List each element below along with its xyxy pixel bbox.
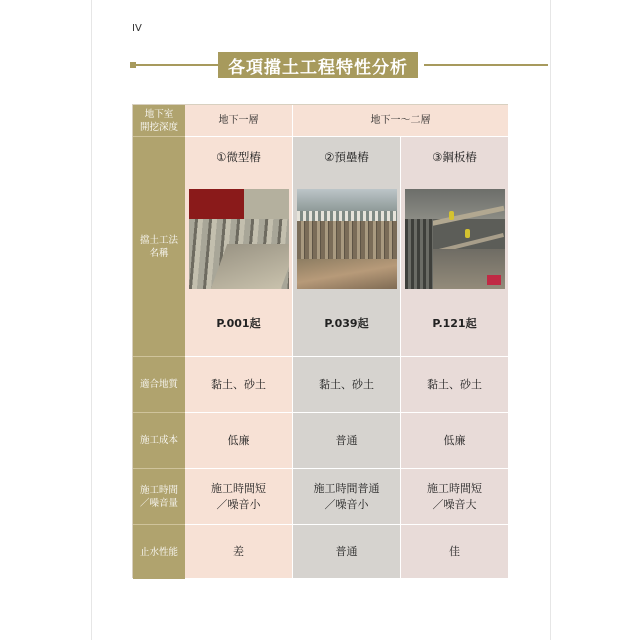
page-number: IV	[132, 23, 142, 34]
page-reference: P.121起	[432, 317, 477, 330]
comparison-table	[132, 104, 508, 578]
row-header-depth-label: 地下室 開挖深度	[139, 108, 178, 133]
method-cell-steel-sheet-pile	[401, 137, 509, 357]
time-noise-cell	[401, 469, 509, 525]
cost-cell: 普通	[293, 413, 401, 469]
time-noise-text: 施工時間短 ／噪音大	[427, 481, 482, 511]
title-rule-left	[132, 64, 218, 66]
row-header-time-noise-label: 施工時間 ／噪音量	[139, 484, 178, 509]
time-noise-cell	[293, 469, 401, 525]
row-header-depth	[133, 105, 185, 137]
depth-basement-1-2: 地下一～二層	[293, 105, 509, 137]
row-header-cost: 施工成本	[133, 413, 185, 469]
waterproof-cell: 佳	[401, 525, 509, 579]
cost-cell: 低廉	[401, 413, 509, 469]
waterproof-cell: 差	[185, 525, 293, 579]
method-name: ①微型樁	[216, 150, 261, 164]
method-cell-micro-pile	[185, 137, 293, 357]
time-noise-text: 施工時間普通 ／噪音小	[313, 481, 380, 511]
micro-pile-photo	[189, 189, 289, 289]
page-title: 各項擋土工程特性分析	[218, 52, 418, 78]
row-header-method	[133, 137, 185, 357]
method-name: ③鋼板樁	[432, 150, 477, 164]
page-reference: P.039起	[324, 317, 369, 330]
row-header-waterproof: 止水性能	[133, 525, 185, 579]
depth-basement-1: 地下一層	[185, 105, 293, 137]
soil-cell: 黏土、砂土	[293, 357, 401, 413]
page-reference: P.001起	[216, 317, 261, 330]
row-header-method-label: 擋土工法 名稱	[139, 234, 178, 259]
soil-cell: 黏土、砂土	[185, 357, 293, 413]
soil-cell: 黏土、砂土	[401, 357, 509, 413]
row-header-time-noise	[133, 469, 185, 525]
title-rule-right	[424, 64, 548, 66]
time-noise-text: 施工時間短 ／噪音小	[211, 481, 266, 511]
method-cell-pre-bored-pile	[293, 137, 401, 357]
steel-sheet-pile-photo	[405, 189, 505, 289]
time-noise-cell	[185, 469, 293, 525]
cost-cell: 低廉	[185, 413, 293, 469]
method-name: ②預壘樁	[324, 150, 369, 164]
pre-bored-pile-photo	[297, 189, 397, 289]
waterproof-cell: 普通	[293, 525, 401, 579]
row-header-soil: 適合地質	[133, 357, 185, 413]
